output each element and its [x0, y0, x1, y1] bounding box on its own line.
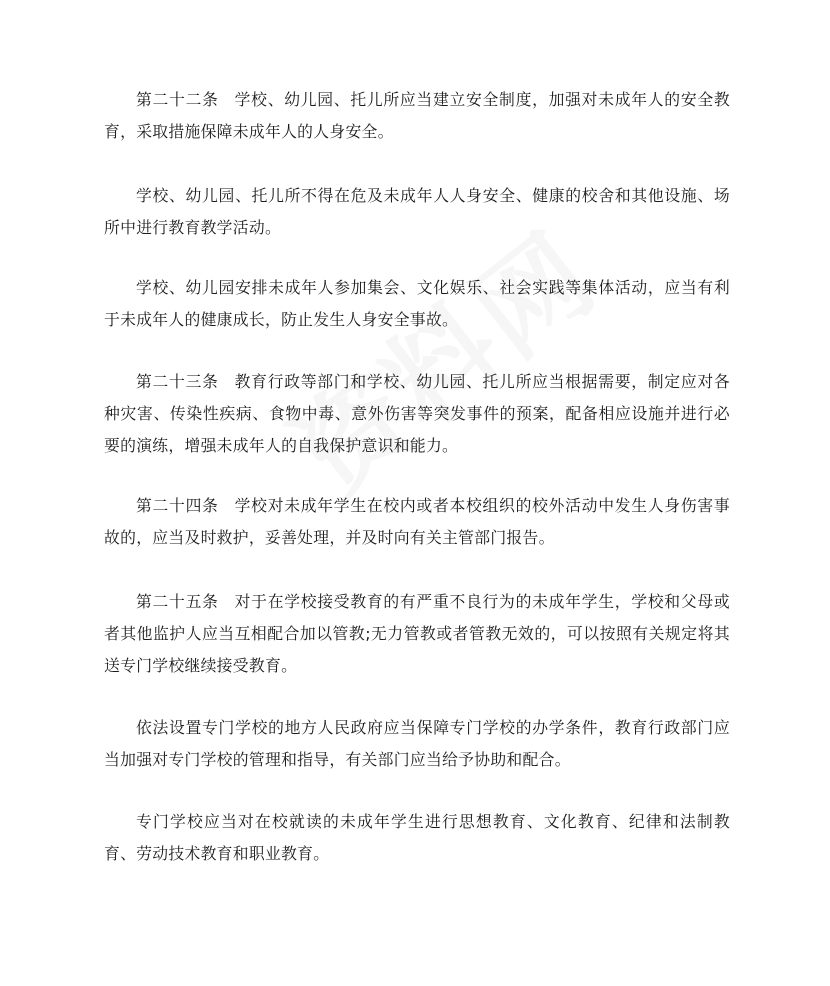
paragraph-article-23 — [104, 366, 730, 462]
paragraph-text: 学校、幼儿园、托儿所不得在危及未成年人人身安全、健康的校舍和其他设施、场所中进行教育教学活动。 — [104, 186, 730, 237]
paragraph-text: 专门学校应当对在校就读的未成年学生进行思想教育、文化教育、纪律和法制教育、劳动技术教育和职业教育。 — [104, 812, 730, 863]
paragraph-text: 教育行政等部门和学校、幼儿园、托儿所应当根据需要，制定应对各种灾害、传染性疾病、食物中毒、意外伤害等突发事件的预案，配备相应设施并进行必要的演练，增强未成年人的自我保护意识和能力。 — [104, 372, 730, 455]
paragraph-text: 对于在学校接受教育的有严重不良行为的未成年学生，学校和父母或者其他监护人应当互相配合加以管教;无力管教或者管教无效的，可以按照有关规定将其送专门学校继续接受教育。 — [104, 592, 730, 675]
paragraph-special-school-conditions — [104, 712, 730, 776]
paragraph-article-24 — [104, 490, 730, 554]
paragraph-text: 学校、幼儿园安排未成年人参加集会、文化娱乐、社会实践等集体活动，应当有利于未成年人的健康成长，防止发生人身安全事故。 — [104, 278, 730, 329]
article-number: 第二十三条 — [136, 372, 219, 391]
paragraph-article-25 — [104, 586, 730, 682]
paragraph-special-school-education — [104, 806, 730, 870]
article-number: 第二十二条 — [136, 90, 219, 109]
paragraph-text: 学校对未成年学生在校内或者本校组织的校外活动中发生人身伤害事故的，应当及时救护，妥善处理，并及时向有关主管部门报告。 — [104, 496, 730, 547]
article-number: 第二十四条 — [136, 496, 219, 515]
paragraph-article-22 — [104, 84, 730, 148]
paragraph-text: 依法设置专门学校的地方人民政府应当保障专门学校的办学条件，教育行政部门应当加强对专门学校的管理和指导，有关部门应当给予协助和配合。 — [104, 718, 730, 769]
article-number: 第二十五条 — [136, 592, 219, 611]
paragraph-text: 学校、幼儿园、托儿所应当建立安全制度，加强对未成年人的安全教育，采取措施保障未成年人的人身安全。 — [104, 90, 730, 141]
paragraph-collective-activities — [104, 272, 730, 336]
paragraph-school-facilities — [104, 180, 730, 244]
